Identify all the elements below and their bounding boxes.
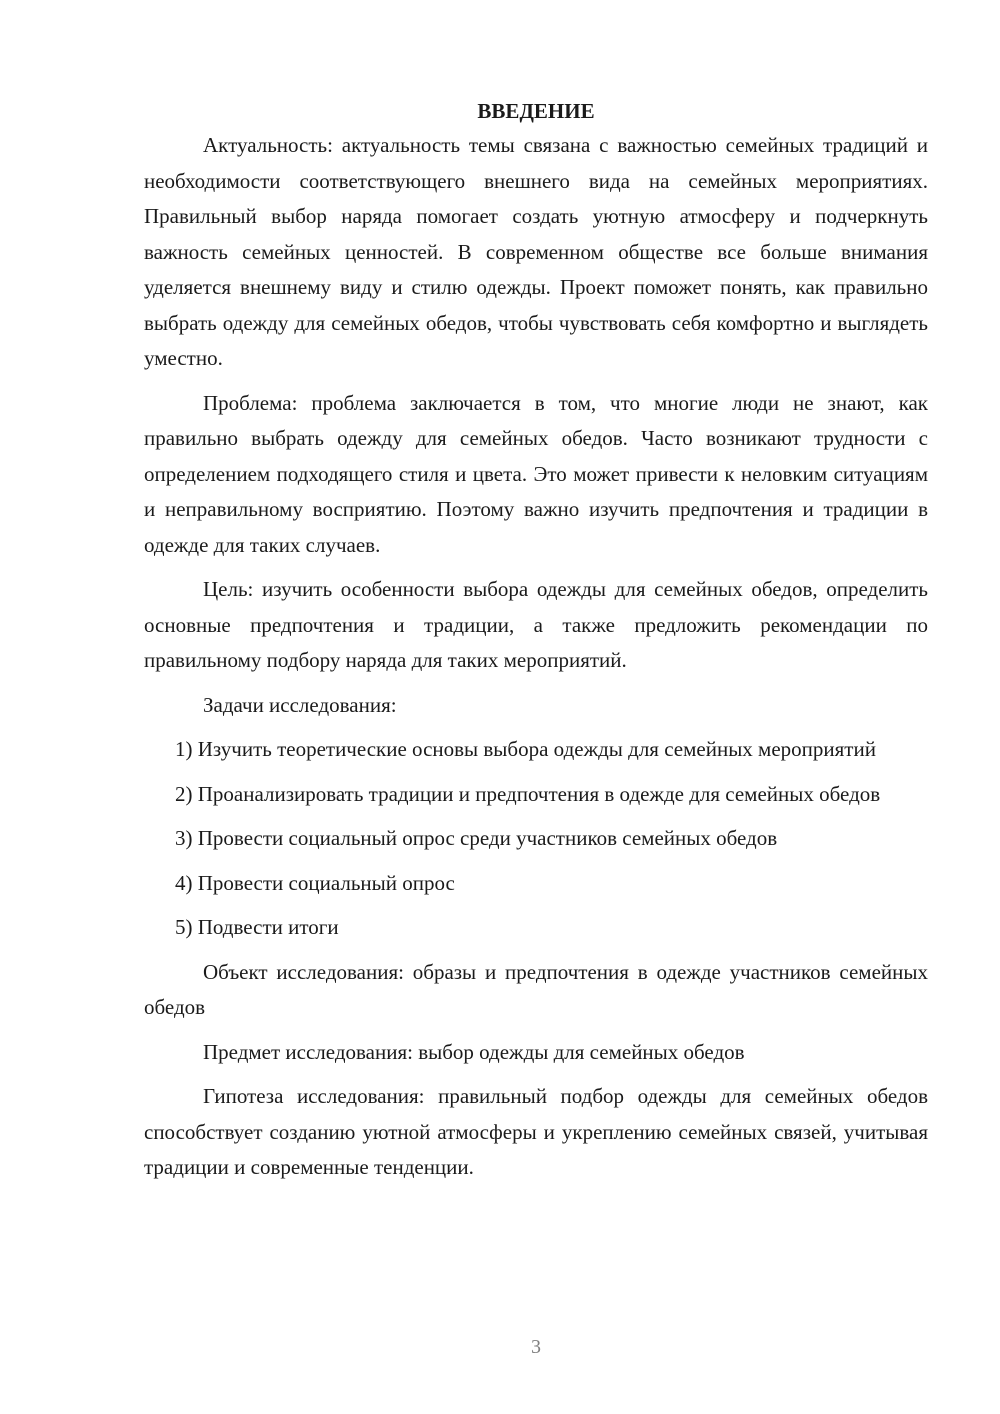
tasks-heading: Задачи исследования: [203, 692, 397, 717]
problem-paragraph: Проблема: проблема заключается в том, что многие люди не знают, как правильно выбрать одежду для семейных обедов. Часто возникают трудности с определением подходящего стиля и цвета. Это может привести к неловким ситуациям и неправильному восприятию. Поэтому важно изучить предпочтения и традиции в одежде для таких случаев. [144, 390, 928, 557]
object-paragraph: Объект исследования: образы и предпочтения в одежде участников семейных обедов [144, 959, 928, 1019]
task-item-5: 5) Подвести итоги [175, 915, 339, 939]
task-item-3: 3) Провести социальный опрос среди участников семейных обедов [175, 826, 778, 850]
task-item-1: 1) Изучить теоретические основы выбора одежды для семейных мероприятий [175, 737, 876, 761]
page-content [144, 96, 928, 1186]
page-title: ВВЕДЕНИЕ [477, 99, 595, 123]
hypothesis-paragraph: Гипотеза исследования: правильный подбор одежды для семейных обедов способствует созданию уютной атмосферы и укреплению семейных связей, учитывая традиции и современные тенденции. [144, 1084, 928, 1179]
relevance-paragraph: Актуальность: актуальность темы связана с важностью семейных традиций и необходимости соответствующего внешнего вида на семейных мероприятиях. Правильный выбор наряда помогает создать уютную атмосферу и подчеркнуть важность семейных ценностей. В современном обществе все больше внимания уделяется внешнему виду и стилю одежды. Проект поможет понять, как правильно выбрать одежду для семейных обедов, чтобы чувствовать себя комфортно и выглядеть уместно. [144, 133, 928, 370]
goal-paragraph: Цель: изучить особенности выбора одежды для семейных обедов, определить основные предпочтения и традиции, а также предложить рекомендации по правильному подбору наряда для таких мероприятий. [144, 577, 928, 672]
subject-paragraph: Предмет исследования: выбор одежды для семейных обедов [203, 1039, 745, 1064]
page-number: 3 [531, 1336, 541, 1358]
task-item-4: 4) Провести социальный опрос [175, 870, 455, 895]
task-item-2: 2) Проанализировать традиции и предпочтения в одежде для семейных обедов [175, 781, 881, 806]
